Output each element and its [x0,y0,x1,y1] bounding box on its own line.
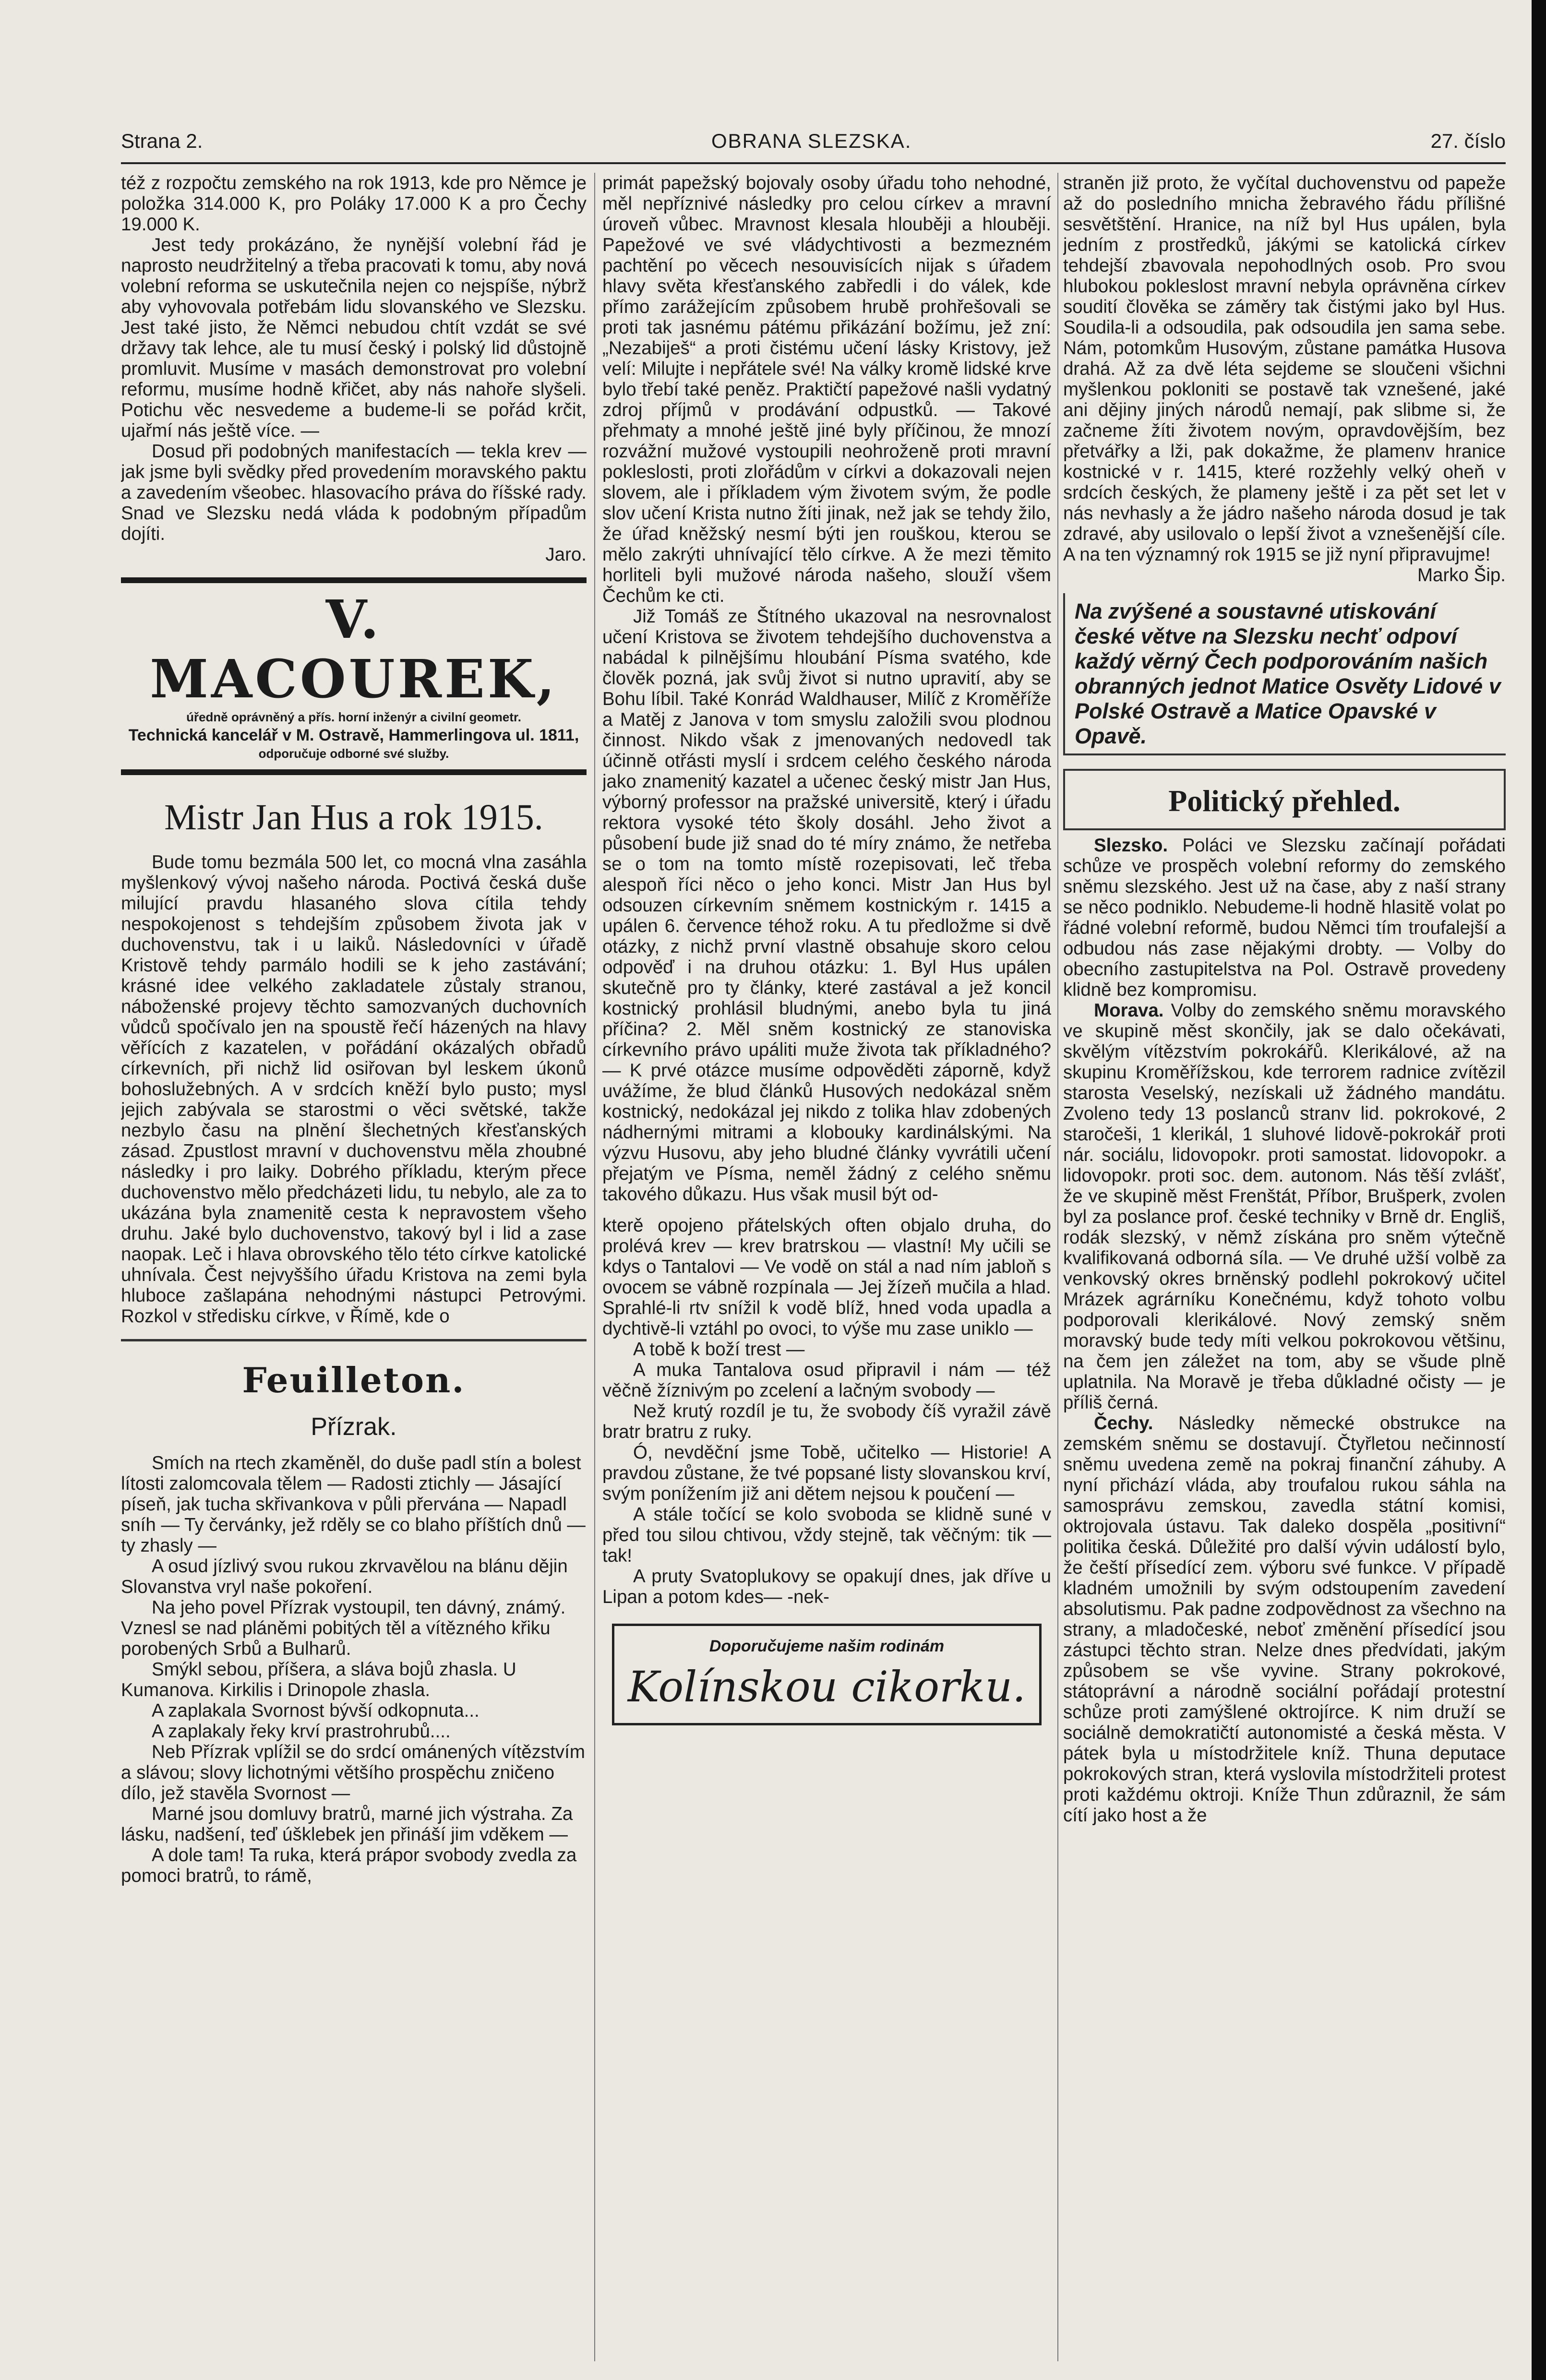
region-label: Čechy. [1094,1413,1153,1434]
poem-stanza: Smýkl sebou, příšera, a sláva bojů zhasla. U Kumanova. Kirkilis i Drinopole zhasla. [121,1659,516,1700]
poem-stanza: Neb Přízrak vplížil se do srdcí ománených vítězstvím a slávou; slovy lichotnými většího prospěchu zničeno dílo, jež stavěla Svornost — [121,1742,585,1804]
paragraph: A pruty Svatoplukovy se opakují dnes, jak dříve u Lipan a potom kdes— -nek- [602,1566,1051,1607]
section-title: Politický přehled. [1063,769,1506,830]
ad-line: odporučuje odborné své služby. [258,746,449,761]
column-divider [594,173,595,2361]
signature: Jaro. [545,544,587,565]
paragraph: A stále točící se kolo svoboda se klidně suné v před tou silou chtivou, vždy stejně, tak věčným: tik — tak! [602,1504,1051,1566]
issue-number: 27. číslo [1430,130,1506,152]
paragraph: Dosud při podobných manifestacích — tekla krev — jak jsme byli svědky před provedením moravského paktu a zavedením všeobec. hlasovacího práva do říšské rady. Snad ve Slezsku nedá vláda k podobným případům dojíti. [121,441,587,544]
region-label: Slezsko. [1094,835,1168,856]
ad-product: Kolínskou cikorku. [627,1662,1026,1711]
column-3 [1063,173,1506,2361]
advertisement-macourek [121,577,587,775]
ad-brand: V. MACOUREK, [150,588,558,710]
ad-tagline: Doporučujeme našim rodinám [709,1637,945,1655]
column-2 [602,173,1051,2361]
ad-line: úředně oprávněný a přís. horní inženýr a civilní geometr. [186,710,521,724]
news-item [1063,1000,1506,1413]
news-text: Poláci ve Slezsku začínají pořádati schůze ve prospěch volební reformy do zemského sněmu slezského. Jest už na čase, aby z naší strany se něco podniklo. Nebudeme-li hodně hlasitě volat po řádné volební reformě, budou Němci tím troufalejší a odbudou nás zase nějakými drobty. — Volby do obecního zastupitelstva na Pol. Ostravě provedeny klidně bez kompromisu. [1063,835,1506,1000]
region-label: Morava. [1094,1000,1164,1021]
news-item [1063,1413,1506,1826]
paragraph: též z rozpočtu zemského na rok 1913, kde pro Němce je položka 314.000 K, pro Poláky 17.000 K a pro Čechy 19.000 K. [121,173,587,235]
paragraph: primát papežský bojovaly osoby úřadu toho nehodné, měl nepříznivé následky pro celou církev a mravní úroveň vůbec. Mravnost klesala hlouběji a hlouběji. Papežové ve své vládychtivosti a bezmezném pachtění po věcech nesouvisících nijak s úřadem hlavy světa křesťanského zabředli i do válek, kde přímo zarážejícím způsobem hrubě prohřešovali se proti tak jasnému pátému přikázání božímu, jež zní: „Nezabiješ“ a proti čistému učení lásky Kristovy, jež velí: Milujte i nepřátele své! Na války kromě lidské krve bylo třebí také peněz. Praktičtí papežové našli vydatný zdroj příjmů v prodávání odpustků. — Takové přehmaty a mnohé ještě jiné byly příčinou, že mnozí rozvážní mužové vystoupili neohroženě proti mravní pokleslosti, proti zlořádům v církvi a dokazovali nejen slovem, ale i příkladem vým životem svým, že podle slov učení Krista nutno žíti jinak, než jak se tehdy žilo, že úřad kněžský nesmí býti jen rouškou, kterou se mělo zakrýti uhnívající tělo církve. A že mezi těmito horliteli byli mužové národa našeho, slouží všem Čechům ke cti. [602,173,1051,606]
signature: Marko Šip. [1417,565,1506,586]
ad-line: Technická kancelář v M. Ostravě, Hammerlingova ul. 1811, [128,726,579,744]
poem-stanza: A dole tam! Ta ruka, která prápor svobody zvedla za pomoci bratrů, to rámě, [121,1845,577,1886]
paragraph: A tobě k boží trest — [633,1339,805,1360]
advertisement-cikorka [612,1624,1042,1725]
scan-edge [1532,0,1546,2380]
paragraph: A muka Tantalova osud připravil i nám — též věčně žíznivým po zcelení a lačným svobody — [602,1360,1051,1401]
paragraph: straněn již proto, že vyčítal duchovenstvu od papeže až do posledního mnicha žebravého řádu přílišné sesvětštění. Hranice, na níž byl Hus upálen, byla jedním z prostředků, jákými se katolická církev tehdejší zbavovala nepohodlných osob. Pro svou hlubokou pokleslost mravní nebyla oprávněna církev soudití člověka se záměry tak čistými jako byl Hus. Soudila-li a odsoudila, pak odsoudila jen sama sebe. Nám, potomkům Husovým, zůstane památka Husova drahá. Až za dvě léta sejdeme se sloučeni všichni myšlenkou pokloniti se postavě tak vznešené, jaké ani dějiny jiných národů nemají, pak slibme si, že začneme žíti životem novým, opravdovějším, bez přetvářky a lži, pak dokažme, že plamenv hranice kostnické v r. 1415, které rozžehly velký oheň v srdcích českých, že plameny ještě i za pět set let v nás nevhasly a že jádro našeho národa dosud je tak zdravé, aby usilovalo o lepší život a vznešenější cíle. A na ten významný rok 1915 se již nyní připravujme! [1063,173,1506,565]
page-header [121,130,1506,160]
feuilleton-title: Přízrak. [311,1413,397,1441]
appeal-box: Na zvýšené a soustavné utiskování české větve na Slezsku nechť odpoví každý věrný Čech podporováním našich obranných jednot Matice Osvěty Lidové v Polské Ostravě a Matice Opavské v Opavě. [1063,593,1506,755]
newspaper-title: OBRANA SLEZSKA. [711,130,912,152]
paragraph: Již Tomáš ze Štítného ukazoval na nesrovnalost učení Kristova se životem tehdejšího duchovenstva a nabádal k pilnějšímu hloubání Písma svatého, kde člověk pozná, jak svůj život si nutno upravití, aby se Bohu líbil. Také Konrád Waldhauser, Milíč z Kroměříže a Matěj z Janova v tom smyslu založili svou plodnou činnost. Nikdo však z jmenovaných nedovedl tak účinně otřásti myslí i srdcem celého českého národa jako znamenitý kazatel a učenec český mistr Jan Hus, výborný professor na pražské universitě, který i úřadu rektora vysoké této školy dosáhl. Jeho život a působení bude již snad do té míry známo, že netřeba se o tom na tomto místě rozepisovati, leč třeba alespoň říci něco o jeho konci. Mistr Jan Hus byl odsouzen církevním sněmem kostnickým r. 1415 a upálen 6. července téhož roku. A tu předložme si dvě otázky, z nichž první vlastně obsahuje skoro celou odpověď i na druhou otázku: 1. Byl Hus upálen skutečně pro ty články, které zastával a jež koncil kostnický prohlásil bludnými, anebo byla tu jiná příčina? 2. Měl sněm kostnický ze stanoviska církevního právo upáliti muže života tak příkladného? — K prvé otázce musíme odpověděti záporně, když uvážíme, že blud článků Husových nedokázal sněm kostnický, nedokázal jej nikdo z tolika hlav zdobených nádhernými mitrami a klobouky kardinálskými. Na výzvu Husovu, aby jeho bludné články vyvrátili učení přejatým ve Písma, neměl žádný z celého sněmu takového důkazu. Hus však musil být od- [602,606,1051,1205]
page-number: Strana 2. [121,130,203,152]
poem-stanza: Marné jsou domluvy bratrů, marné jich výstraha. Za lásku, nadšení, teď úšklebek jen přináší jim vděkem — [121,1804,573,1845]
article-title: Mistr Jan Hus a rok 1915. [164,797,543,837]
column-divider [1057,173,1058,2361]
section-title: Feuilleton. [121,1339,587,1400]
poem-stanza: A zaplakaly řeky krví prastrohrubů.... [152,1721,451,1742]
poem-stanza: A zaplakala Svornost bývší odkopnuta... [152,1700,479,1721]
news-text: Následky německé obstrukce na zemském sněmu se dostavují. Čtyřletou nečinností sněmu uvedena země na pokraj finanční záhuby. A nyní přichází vláda, aby troufalou rukou sáhla na samosprávu zemskou, zavedla státní komisi, oktrojovala ústavu. Tak daleko dospěla „positivní“ politika česká. Důležité pro další vývin událostí bylo, že čeští přísedící zem. výboru své funkce. V případě kladném umožnili by svým odstoupením zavedení absolutismu. Pak padne zodpovědnost za všechno na strany, a mladočeské, neboť změnění přísedící jsou zástupci těchto stran. Nelze dnes předvídati, jakým způsobem se vše vyvine. Strany pokrokové, státoprávní a národně sociální pořádají protestní schůze proti zamýšlené oktrojírce. K nim druží se sociálně demokratičtí autonomisté a česká města. V pátek byla u místodržitele kníž. Thuna deputace pokrokových stran, která vyslovila místodržiteli protest proti každému oktroji. Kníže Thun zdůraznil, že sám cítí jako host a že [1063,1413,1506,1826]
paragraph: Než krutý rozdíl je tu, že svobody číš vyražil závě bratr bratru z ruky. [602,1401,1051,1442]
paragraph: kterě opojeno přátelských often objalo druha, do prolévá krev — krev bratrskou — vlastní! My učili se kdys o Tantalovi — Ve vodě on stál a nad ním jabloň s ovocem se vábně rozpínala — Jej žízeň mučila a hlad. Sprahlé-li rtv snížil k vodě blíž, hned voda upadla a dychtivě-li vztáhl po ovoci, to výše mu zase uniklo — [602,1215,1051,1339]
news-item [1063,835,1506,1000]
poem-stanza: A osud jízlivý svou rukou zkrvavělou na blánu dějin Slovanstva vryl naše pokoření. [121,1556,568,1597]
poem-stanza: Na jeho povel Přízrak vystoupil, ten dávný, známý. Vznesl se nad pláněmi pobitých těl a vítězného křiku porobených Srbů a Bulharů. [121,1597,566,1659]
paragraph: Jest tedy prokázáno, že nynější volební řád je naprosto neudržitelný a třeba pracovati k tomu, aby nová volební reforma se uskutečnila nejen co nejspíše, nýbrž aby vyhovovala potřebám lidu slovanského ve Slezsku. Jest také jisto, že Němci nebudou chtít vzdát se své državy tak lehce, ale tu musí český i polský lid důstojně promluvit. Musíme v masách demonstrovat pro volební reformu, musíme hodně křičet, aby nás nahoře slyšeli. Potichu věc nesvedeme a budeme-li se pořád krčit, ujařmí nás ještě více. — [121,235,587,441]
header-rule [121,162,1506,164]
paragraph: Ó, nevděční jsme Tobě, učitelko — Historie! A pravdou zůstane, že tvé popsané listy slovanskou krví, svým ponížením již ani dětem nejsou k poučení — [602,1442,1051,1504]
news-text: Volby do zemského sněmu moravského ve skupině měst skončily, jak se dalo očekávati, skvělým vítězstvím pokrokářů. Klerikálové, až na skupinu Kroměřížskou, kde terrorem radnice zvítězil starosta Veselský, nezískali už žádného mandátu. Zvoleno tedy 13 poslanců stranv lid. pokrokové, 2 staročeši, 1 klerikál, 1 sluhové lidově-pokrokář proti nár. sociálu, lidovopokr. proti samostat. lidovopokr. a lidovopokr. proti soc. dem. autonom. Nás těší zvlášť, že ve skupině měst Frenštát, Příbor, Brušperk, zvolen byl za poslance prof. české techniky v Brně dr. Engliš, rodák slezský, v němž získána pro sněm výtečně kvalifikovaná odborná síla. — Ve druhé užší volbě za venkovský okres brněnský podlehl pokrokový učitel Mrázek agrárníku Konečnému, když tohoto volbu podporovali klerikálové. Nový zemský sněm moravský bude tedy míti velkou pokrokovou většinu, na čem jen záležet na tom, aby se všude plně uplatnila. Na Moravě je třeba důkladné očisty — je příliš černá. [1063,1000,1506,1413]
column-1 [121,173,587,2361]
poem [121,1453,587,1886]
poem-stanza: Smích na rtech zkaměněl, do duše padl stín a bolest lítosti zalomcovala tělem — Radosti ztichly — Jásající píseň, jak tucha skřivankova v půli přervána — Napadl sníh — Ty červánky, jež rděly se co blaho příštích dnů — ty zhasly — [121,1453,586,1556]
paragraph: Bude tomu bezmála 500 let, co mocná vlna zasáhla myšlenkový vývoj našeho národa. Poctivá česká duše milující pravdu hlasaného slova cítila tehdy nespokojenost s tehdejším způsobem života jak v duchovenstvu, tak i u laiků. Následovníci v úřadě Kristově tehdy parmálo hodili se k jeho zastávání; krásné idee velkého zakladatele zůstaly stranou, náboženské projevy těchto samozvaných duchovních vůdců spočívalo jen na spoustě řečí házených na hlavy věřících z kazatelen, v pořádání okázalých obřadů církevních, při nichž lid osiřovan byl leskem úkonů bohoslužebných. A v srdcích kněží bylo pusto; mysl jejich zabývala se starostmi o věci světské, takže nezbylo času na plnění šlechetných křesťanských zásad. Zpustlost mravní v duchovenstvu měla zhoubné následky i pro laiky. Dobrého příkladu, kterým přece duchovenstvo mělo předcházeti lidu, tu nebylo, ale za to ukázána byla znamenitě cesta k nepravostem všeho druhu. Jaké bylo duchovenstvo, takový byl i lid a zase naopak. Leč i hlava obrovského tělo této církve katolické uhnívala. Čest nejvyššího úřadu Kristova na zemi byla hluboce zašlapána nehodnými nástupci Petrovými. Rozkol v středisku církve, v Římě, kde o [121,852,587,1327]
